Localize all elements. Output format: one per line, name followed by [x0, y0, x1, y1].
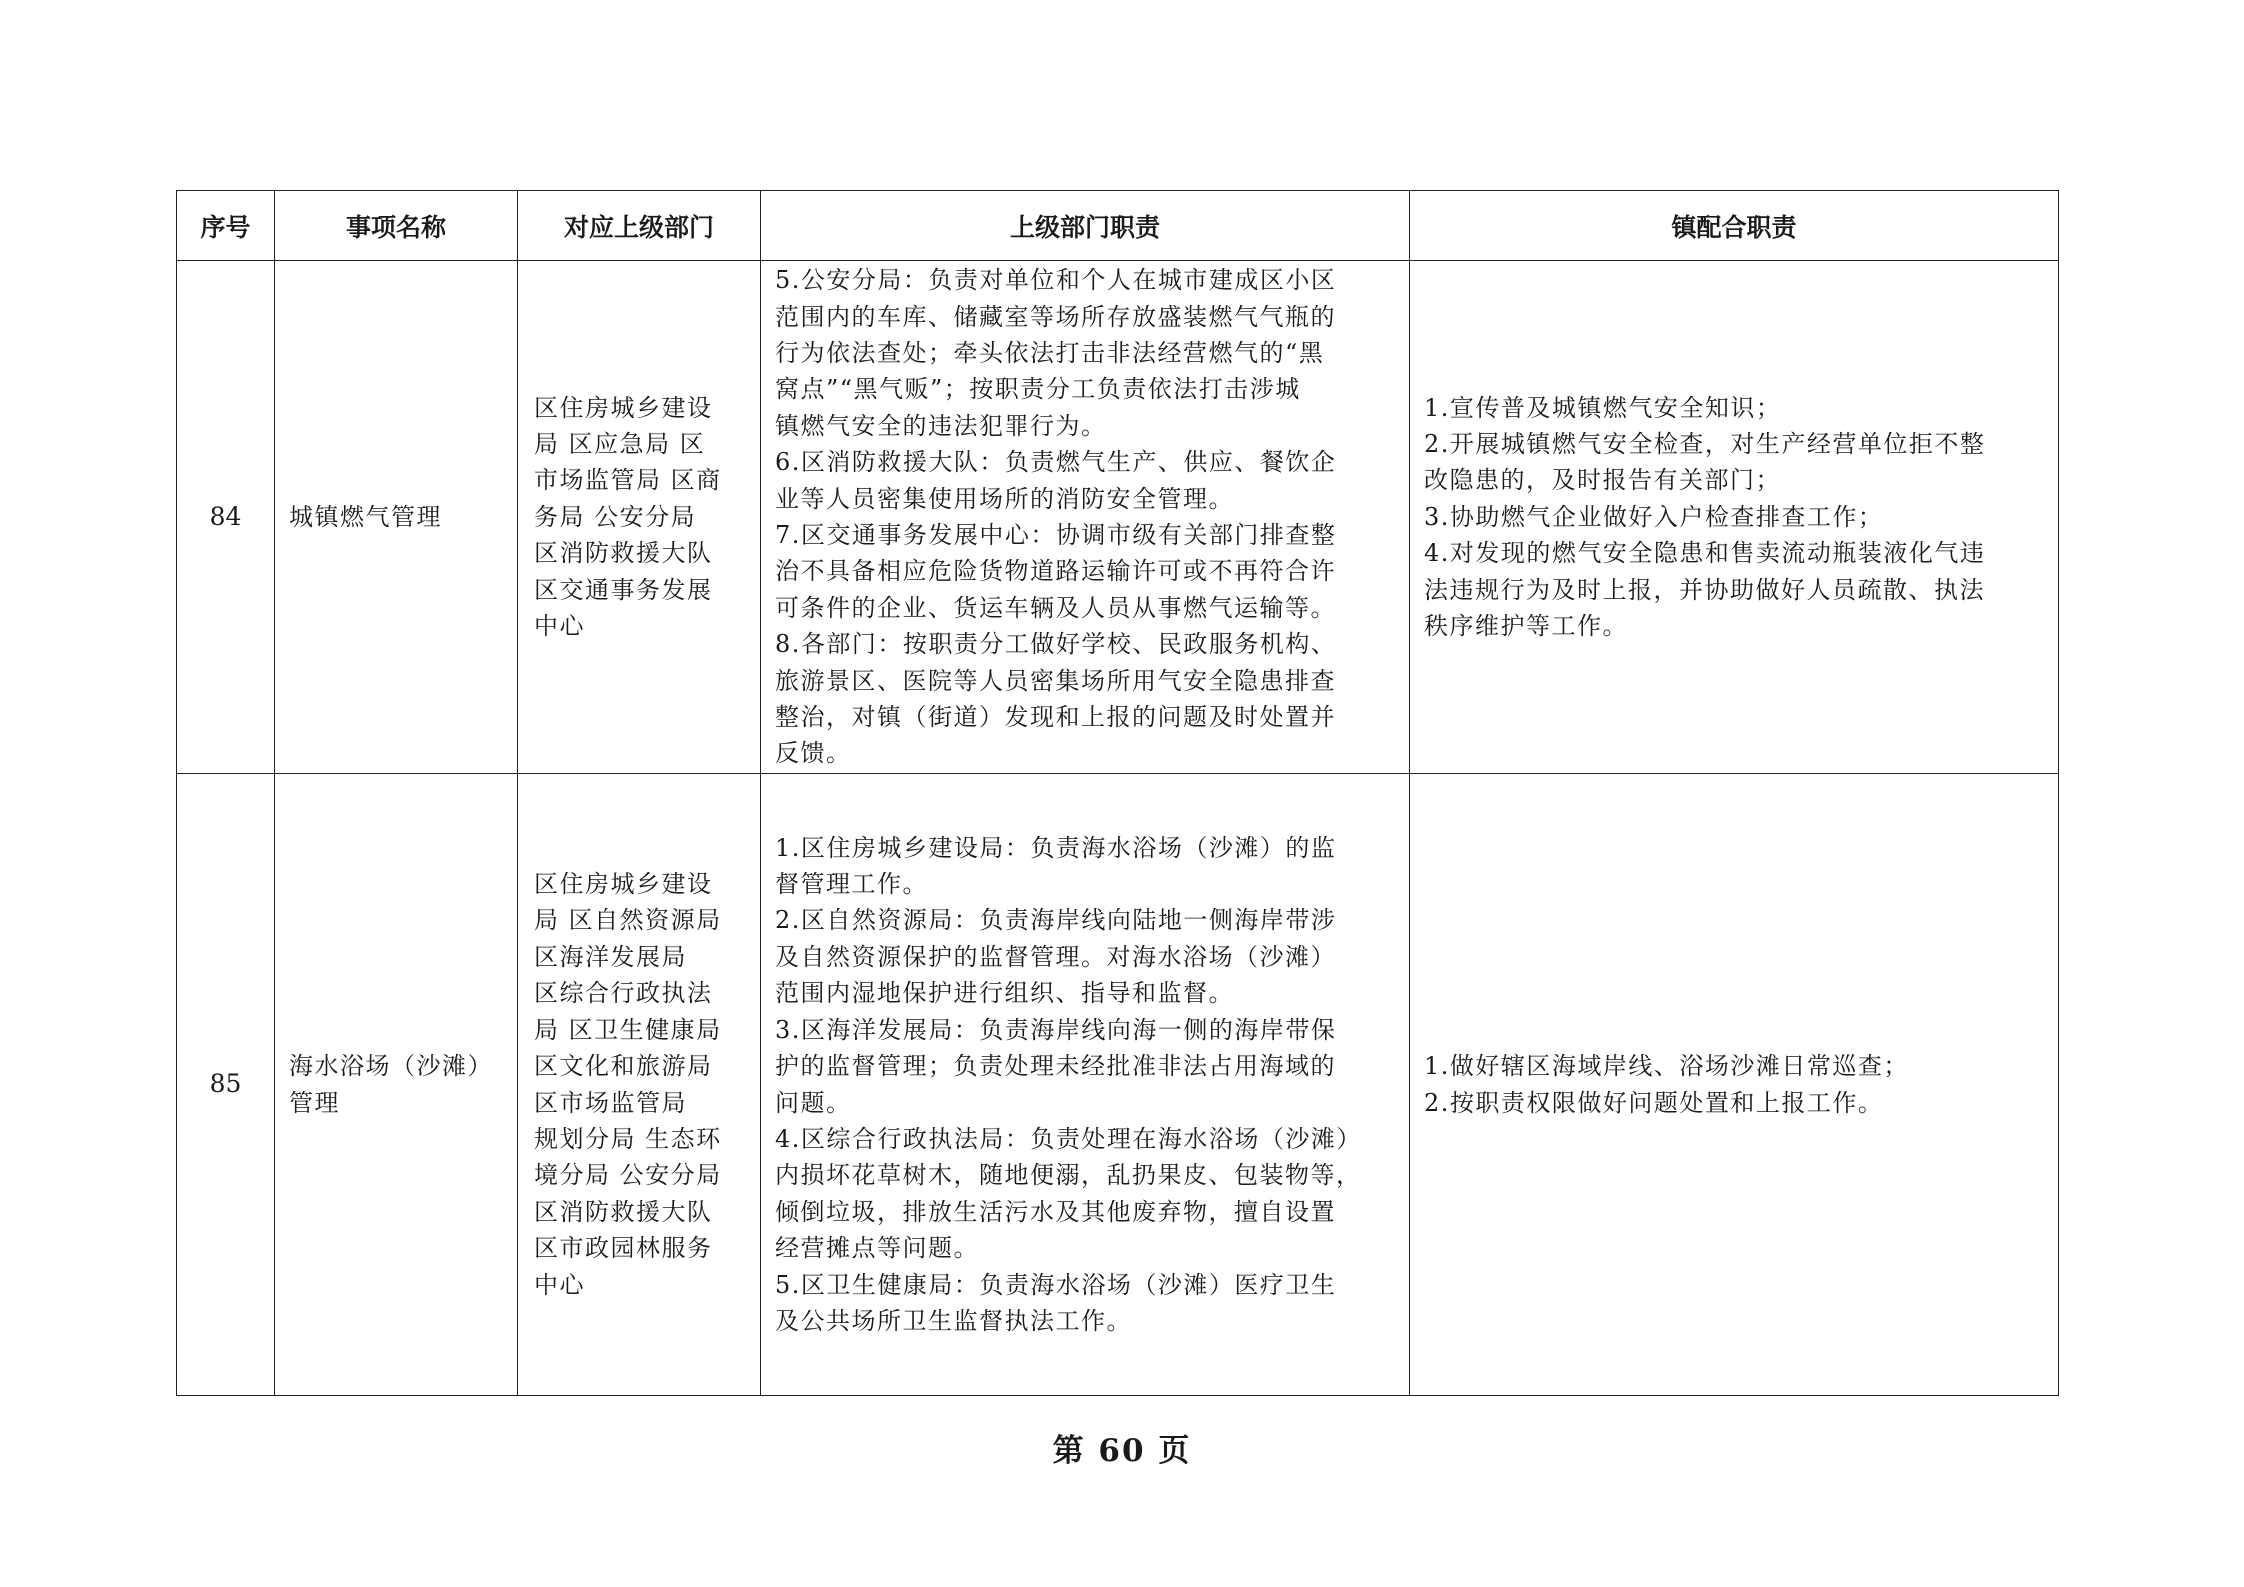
upper-duty-line: 窝点”“黑气贩”；按职责分工负责依法打击涉城: [775, 375, 1301, 404]
town-duty-line: 改隐患的，及时报告有关部门；: [1424, 466, 1781, 495]
header-no: 序号: [177, 191, 275, 261]
table-row: [177, 261, 2059, 774]
dept-line: 规划分局 生态环: [534, 1124, 722, 1153]
row-number: 85: [177, 774, 275, 1396]
town-duty-line: 秩序维护等工作。: [1424, 612, 1628, 641]
item-name-cell: [275, 774, 518, 1396]
dept-line: 区文化和旅游局: [534, 1052, 713, 1081]
upper-duty-line: 7.区交通事务发展中心：协调市级有关部门排查整: [775, 521, 1337, 549]
upper-duty-line: 镇燃气安全的违法犯罪行为。: [775, 411, 1107, 440]
upper-duty-line: 2.区自然资源局：负责海岸线向陆地一侧海岸带涉: [775, 906, 1337, 935]
upper-duty-line: 及自然资源保护的监督管理。对海水浴场（沙滩）: [775, 942, 1336, 971]
dept-cell: [518, 774, 761, 1396]
item-name-line: 管理: [289, 1088, 340, 1117]
dept-line: 境分局 公安分局: [534, 1161, 722, 1190]
item-name-line: 城镇燃气管理: [289, 502, 442, 531]
dept-line: 区住房城乡建设: [534, 393, 713, 422]
page-number: 第 60 页: [1052, 1433, 1192, 1469]
header-item: 事项名称: [275, 191, 518, 261]
dept-line: 区海洋发展局: [534, 942, 687, 971]
upper-duty-line: 8.各部门：按职责分工做好学校、民政服务机构、: [775, 630, 1337, 659]
upper-duty-line: 范围内湿地保护进行组织、指导和监督。: [775, 979, 1234, 1008]
town-duty-line: 1.做好辖区海域岸线、浴场沙滩日常巡查；: [1424, 1052, 1909, 1081]
dept-line: 局 区卫生健康局: [534, 1015, 722, 1044]
upper-duty-line: 旅游景区、医院等人员密集场所用气安全隐患排查: [775, 666, 1336, 695]
duty-table-container: [176, 190, 2058, 1395]
item-name-cell: [275, 261, 518, 774]
table-row: [177, 774, 2059, 1396]
dept-line: 区消防救援大队: [534, 1197, 713, 1226]
upper-duty-line: 经营摊点等问题。: [775, 1234, 979, 1263]
town-duty-cell: [1410, 774, 2059, 1396]
town-duty-line: 1.宣传普及城镇燃气安全知识；: [1424, 393, 1782, 422]
dept-line: 区住房城乡建设: [534, 870, 713, 899]
town-duty-line: 2.按职责权限做好问题处置和上报工作。: [1424, 1088, 1884, 1117]
town-duty-cell: [1410, 261, 2059, 774]
header-row: [177, 191, 2059, 261]
row-number: 84: [177, 261, 275, 774]
upper-duty-cell: [761, 261, 1410, 774]
upper-duty-line: 可条件的企业、货运车辆及人员从事燃气运输等。: [775, 593, 1336, 622]
dept-line: 区市政园林服务: [534, 1234, 713, 1263]
upper-duty-line: 反馈。: [775, 739, 852, 768]
dept-line: 区交通事务发展: [534, 575, 713, 604]
upper-duty-line: 6.区消防救援大队：负责燃气生产、供应、餐饮企: [775, 448, 1337, 477]
upper-duty-line: 及公共场所卫生监督执法工作。: [775, 1306, 1132, 1335]
header-dept: 对应上级部门: [518, 191, 761, 261]
upper-duty-line: 1.区住房城乡建设局：负责海水浴场（沙滩）的监: [775, 833, 1337, 862]
upper-duty-line: 内损坏花草树木，随地便溺，乱扔果皮、包装物等，: [775, 1161, 1362, 1190]
dept-line: 局 区自然资源局: [534, 906, 722, 935]
upper-duty-line: 3.区海洋发展局：负责海岸线向海一侧的海岸带保: [775, 1015, 1337, 1044]
header-upper-duty: 上级部门职责: [761, 191, 1410, 261]
upper-duty-line: 5.公安分局：负责对单位和个人在城市建成区小区: [775, 266, 1337, 295]
upper-duty-line: 问题。: [775, 1088, 852, 1117]
upper-duty-line: 治不具备相应危险货物道路运输许可或不再符合许: [775, 557, 1336, 586]
dept-line: 区市场监管局: [534, 1088, 687, 1117]
town-duty-line: 3.协助燃气企业做好入户检查排查工作；: [1424, 502, 1884, 531]
upper-duty-line: 4.区综合行政执法局：负责处理在海水浴场（沙滩）: [775, 1124, 1362, 1153]
town-duty-line: 法违规行为及时上报，并协助做好人员疏散、执法: [1424, 575, 1985, 604]
dept-line: 区综合行政执法: [534, 979, 713, 1008]
dept-cell: [518, 261, 761, 774]
upper-duty-cell: [761, 774, 1410, 1396]
dept-line: 市场监管局 区商: [534, 466, 722, 495]
upper-duty-line: 整治，对镇（街道）发现和上报的问题及时处置并: [775, 703, 1336, 732]
upper-duty-line: 业等人员密集使用场所的消防安全管理。: [775, 484, 1234, 513]
dept-line: 局 区应急局 区: [534, 429, 706, 458]
upper-duty-line: 督管理工作。: [775, 870, 928, 899]
duty-table: [176, 190, 2059, 1396]
upper-duty-line: 倾倒垃圾，排放生活污水及其他废弃物，擅自设置: [775, 1197, 1336, 1226]
upper-duty-line: 行为依法查处；牵头依法打击非法经营燃气的“黑: [775, 338, 1325, 367]
upper-duty-line: 范围内的车库、储藏室等场所存放盛装燃气气瓶的: [775, 302, 1336, 331]
dept-line: 中心: [534, 612, 585, 641]
header-town-duty: 镇配合职责: [1410, 191, 2059, 261]
item-name-line: 海水浴场（沙滩）: [289, 1052, 493, 1081]
dept-line: 中心: [534, 1270, 585, 1299]
town-duty-line: 4.对发现的燃气安全隐患和售卖流动瓶装液化气违: [1424, 539, 1986, 568]
upper-duty-line: 5.区卫生健康局：负责海水浴场（沙滩）医疗卫生: [775, 1270, 1337, 1299]
dept-line: 区消防救援大队: [534, 539, 713, 568]
upper-duty-line: 护的监督管理；负责处理未经批准非法占用海域的: [775, 1052, 1336, 1081]
dept-line: 务局 公安分局: [534, 502, 697, 531]
town-duty-line: 2.开展城镇燃气安全检查，对生产经营单位拒不整: [1424, 429, 1986, 458]
